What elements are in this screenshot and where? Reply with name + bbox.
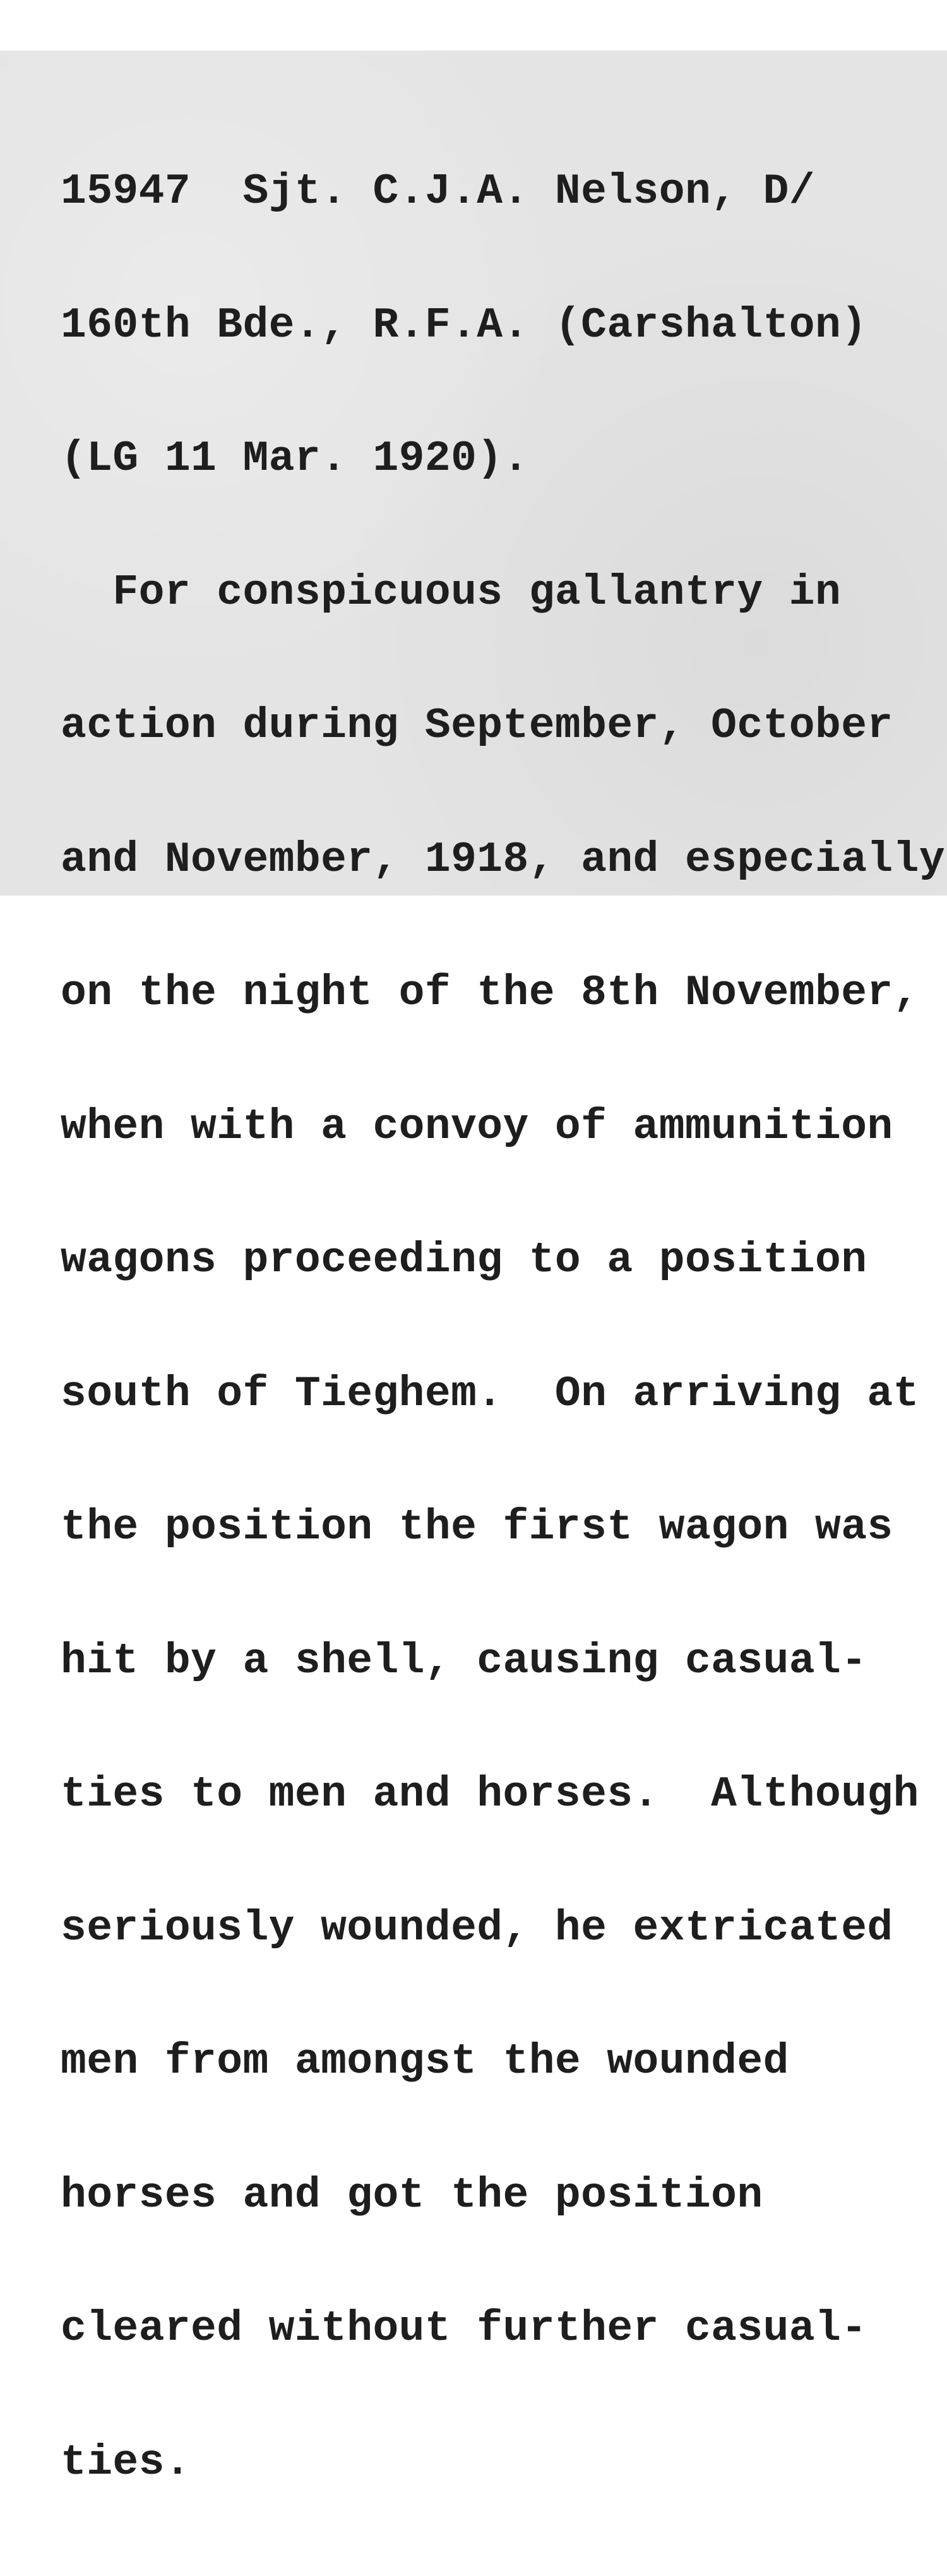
citation-line: ties to men and horses. Although: [61, 1770, 919, 1819]
paper-clipping: [0, 51, 947, 2487]
citation-line: For conspicuous gallantry in: [61, 568, 842, 617]
citation-line: 15947 Sjt. C.J.A. Nelson, D/: [61, 167, 815, 216]
citation-line: on the night of the 8th November,: [61, 969, 919, 1017]
citation-line: and November, 1918, and especially: [61, 835, 946, 884]
citation-line: the position the first wagon was: [61, 1503, 893, 1552]
citation-line: wagons proceeding to a position: [61, 1236, 867, 1285]
citation-line: south of Tieghem. On arriving at: [61, 1369, 919, 1418]
citation-line: when with a convoy of ammunition: [61, 1102, 893, 1151]
citation-line: action during September, October: [61, 702, 893, 750]
citation-line: (LG 11 Mar. 1920).: [61, 434, 529, 483]
citation-line: horses and got the position: [61, 2171, 763, 2220]
citation-line: hit by a shell, causing casual-: [61, 1636, 867, 1686]
citation-line: 160th Bde., R.F.A. (Carshalton): [61, 301, 867, 350]
citation-line: seriously wounded, he extricated: [61, 1903, 893, 1953]
citation-line: cleared without further casual-: [61, 2304, 867, 2353]
citation-line: men from amongst the wounded: [61, 2037, 789, 2086]
citation-text: [61, 81, 945, 2574]
citation-line: ties.: [61, 2438, 191, 2487]
